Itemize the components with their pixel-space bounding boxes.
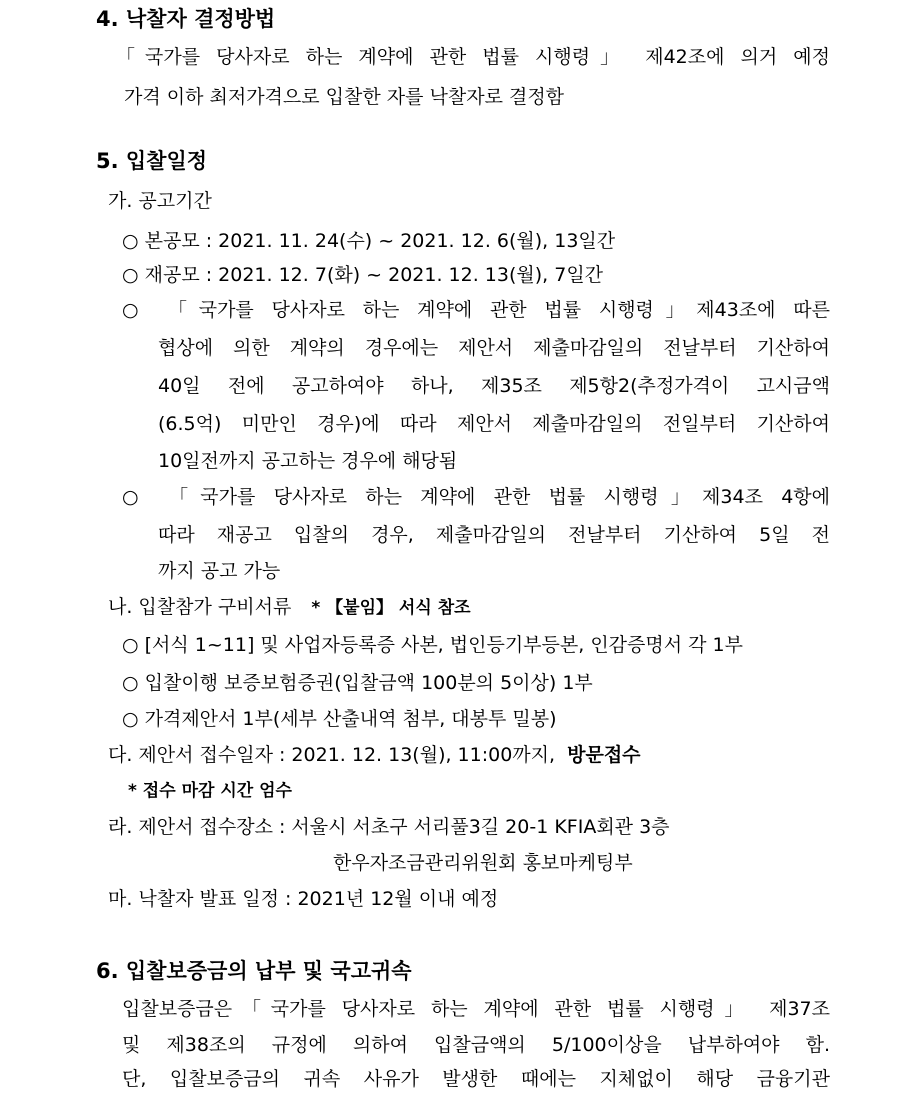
- na-item-2: ○ 입찰이행 보증보험증권(입찰금액 100분의 5이상) 1부: [122, 672, 593, 694]
- section-4-line-2: 가격 이하 최저가격으로 입찰한 자를 낙찰자로 결정함: [124, 86, 565, 108]
- na-note: * 【붙임】 서식 참조: [311, 598, 471, 618]
- ga-note1-line-1: ○ 「국가를 당사자로 하는 계약에 관한 법률 시행령」제43조에 따른: [122, 299, 830, 321]
- ga-item-2: ○ 재공모 : 2021. 12. 7(화) ~ 2021. 12. 13(월), 7일간: [122, 264, 604, 286]
- section-6-line-2: 및 제38조의 규정에 의하여 입찰금액의 5/100이상을 납부하여야 함.: [122, 1034, 830, 1056]
- da-row: [108, 740, 641, 770]
- na-label-row: [108, 592, 471, 623]
- section-6-line-1: 입찰보증금은「국가를 당사자로 하는 계약에 관한 법률 시행령」 제37조: [122, 998, 830, 1020]
- ga-note1-line-4: (6.5억) 미만인 경우)에 따라 제안서 제출마감일의 전일부터 기산하여: [158, 413, 830, 435]
- ma-label: 마. 낙찰자 발표 일정 : 2021년 12월 이내 예정: [108, 888, 499, 910]
- section-6-line-3: 단, 입찰보증금의 귀속 사유가 발생한 때에는 지체없이 해당 금융기관: [122, 1068, 830, 1090]
- ga-note1-line-3: 40일 전에 공고하여야 하나, 제35조 제5항2(추정가격이 고시금액: [158, 375, 830, 397]
- na-item-3: ○ 가격제안서 1부(세부 산출내역 첨부, 대봉투 밀봉): [122, 708, 557, 730]
- section-5-heading: 5. 입찰일정: [96, 149, 208, 173]
- section-4-heading: 4. 낙찰자 결정방법: [96, 7, 276, 31]
- ga-note2-line-2: 따라 재공고 입찰의 경우, 제출마감일의 전날부터 기산하여 5일 전: [158, 524, 830, 546]
- ga-note2-line-3: 까지 공고 가능: [158, 560, 281, 582]
- da-label: 다. 제안서 접수일자 : 2021. 12. 13(월), 11:00까지,: [108, 744, 556, 766]
- ga-label: 가. 공고기간: [108, 190, 212, 212]
- na-label: 나. 입찰참가 구비서류: [108, 596, 292, 618]
- ga-note2-line-1: ○ 「국가를 당사자로 하는 계약에 관한 법률 시행령」제34조 4항에: [122, 486, 830, 508]
- section-4-line-1: 「국가를 당사자로 하는 계약에 관한 법률 시행령」 제42조에 의거 예정: [116, 46, 830, 68]
- section-6-heading: 6. 입찰보증금의 납부 및 국고귀속: [96, 959, 412, 983]
- ra-label: 라. 제안서 접수장소 : 서울시 서초구 서리풀3길 20-1 KFIA회관 3층: [108, 816, 670, 838]
- ra-line-2: 한우자조금관리위원회 홍보마케팅부: [333, 852, 633, 874]
- na-item-1: ○ [서식 1~11] 및 사업자등록증 사본, 법인등기부등본, 인감증명서 각 1부: [122, 634, 743, 656]
- ga-item-1: ○ 본공모 : 2021. 11. 24(수) ~ 2021. 12. 6(월), 13일간: [122, 230, 616, 252]
- da-emphasis: 방문접수: [567, 744, 641, 766]
- ga-note1-line-5: 10일전까지 공고하는 경우에 해당됨: [158, 450, 458, 472]
- ga-note1-line-2: 협상에 의한 계약의 경우에는 제안서 제출마감일의 전날부터 기산하여: [158, 337, 830, 359]
- da-note: * 접수 마감 시간 엄수: [128, 781, 292, 801]
